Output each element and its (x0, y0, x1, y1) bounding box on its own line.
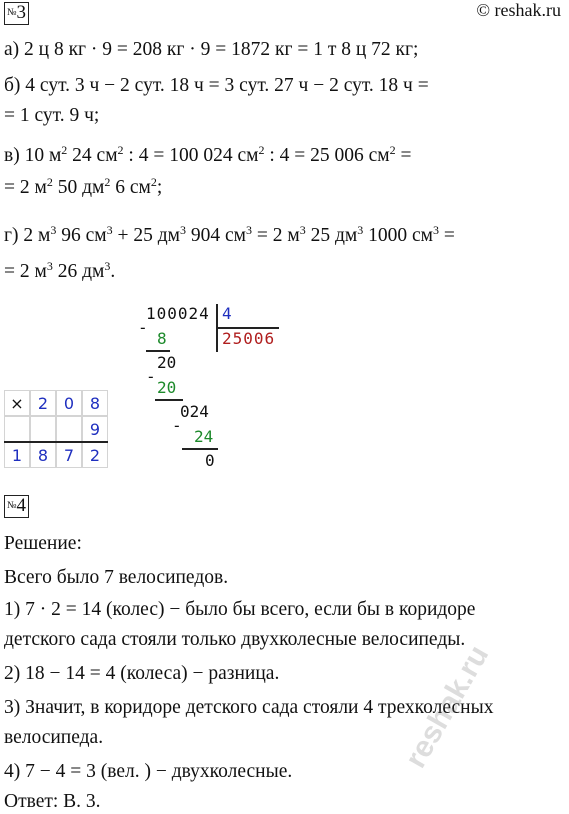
quotient: 25006 (222, 329, 276, 348)
site-credit: © reshak.ru (476, 0, 561, 20)
line-b1: б) 4 сут. 3 ч − 2 сут. 18 ч = 3 сут. 27 ч − 2 сут. 18 ч = (4, 75, 429, 96)
task4-line: велосипеда. (4, 727, 104, 748)
mult-result-digit: 7 (56, 442, 82, 468)
line-v2: = 2 $м^2$ 50 $дм^2$ 6 $см^2$; (4, 175, 163, 198)
remainder-2: 024 (180, 402, 209, 421)
mult-result-rule (4, 441, 108, 443)
minus-sign-2: - (146, 367, 156, 386)
line-v1: в) 10 $м^2$ 24 $см^2$ : 4 = 100 024 $см^2$ : 4 = 25 006 $см^2$ = (4, 143, 412, 166)
mult-top-digit: 8 (82, 390, 108, 416)
mult-result-digit: 1 (4, 442, 30, 468)
rule-2 (155, 399, 183, 401)
task4-line: детского сада стояли только двухколесные велосипеды. (4, 629, 466, 650)
task-number-value: 3 (16, 2, 27, 23)
mult-factor: 9 (82, 416, 108, 442)
solution-heading: Решение: (4, 533, 82, 554)
minus-sign-3: - (172, 416, 182, 435)
mult-top-digit: 2 (30, 390, 56, 416)
divisor: 4 (222, 304, 232, 323)
subtrahend-1: 8 (157, 329, 167, 348)
task4-line: 4) 7 − 4 = 3 (вел. ) − двухколесные. (4, 761, 293, 782)
rule-1 (146, 350, 170, 352)
mult-empty-cell (56, 416, 82, 442)
answer-line: Ответ: В. 3. (4, 791, 101, 812)
remainder-1: 20 (157, 353, 177, 372)
line-g1: г) 2 $м^3$ 96 $см^3 + 25$ $дм^3$ 904 $см^3 = 2$ $м^3$ 25 $дм^3$ 1000 $см^3$ = (4, 223, 455, 246)
line-a: а) 2 ц 8 кг · 9 = 208 кг · 9 = 1872 кг = 1 т 8 ц 72 кг; (4, 39, 419, 60)
remainder-3: 0 (205, 451, 215, 470)
minus-sign-1: - (138, 318, 148, 337)
line-b2: = 1 сут. 9 ч; (4, 105, 100, 126)
mult-empty-cell (30, 416, 56, 442)
rule-3 (182, 448, 218, 450)
task-number-value: 4 (16, 495, 27, 516)
line-g2: = 2 $м^3$ 26 $дм^3$. (4, 259, 116, 282)
number-sign: № (7, 500, 17, 511)
mult-top-digit: 0 (56, 390, 82, 416)
number-sign: № (7, 7, 17, 18)
task-number-4 (4, 495, 29, 518)
watermark: reshak.ru (399, 640, 496, 774)
task4-line: 1) 7 · 2 = 14 (колес) − было бы всего, если бы в коридоре (4, 599, 476, 620)
task4-line: 2) 18 − 14 = 4 (колеса) − разница. (4, 663, 280, 684)
mult-result-digit: 2 (82, 442, 108, 468)
mult-result-digit: 8 (30, 442, 56, 468)
task4-line: 3) Значит, в коридоре детского сада стояли 4 трехколесных (4, 697, 494, 718)
mult-sign: × (4, 390, 30, 416)
task-number-3 (4, 2, 29, 25)
subtrahend-3: 24 (194, 427, 214, 446)
mult-empty-cell (4, 416, 30, 442)
task4-line: Всего было 7 велосипедов. (4, 567, 229, 588)
subtrahend-2: 20 (157, 378, 177, 397)
dividend: 100024 (146, 304, 210, 323)
